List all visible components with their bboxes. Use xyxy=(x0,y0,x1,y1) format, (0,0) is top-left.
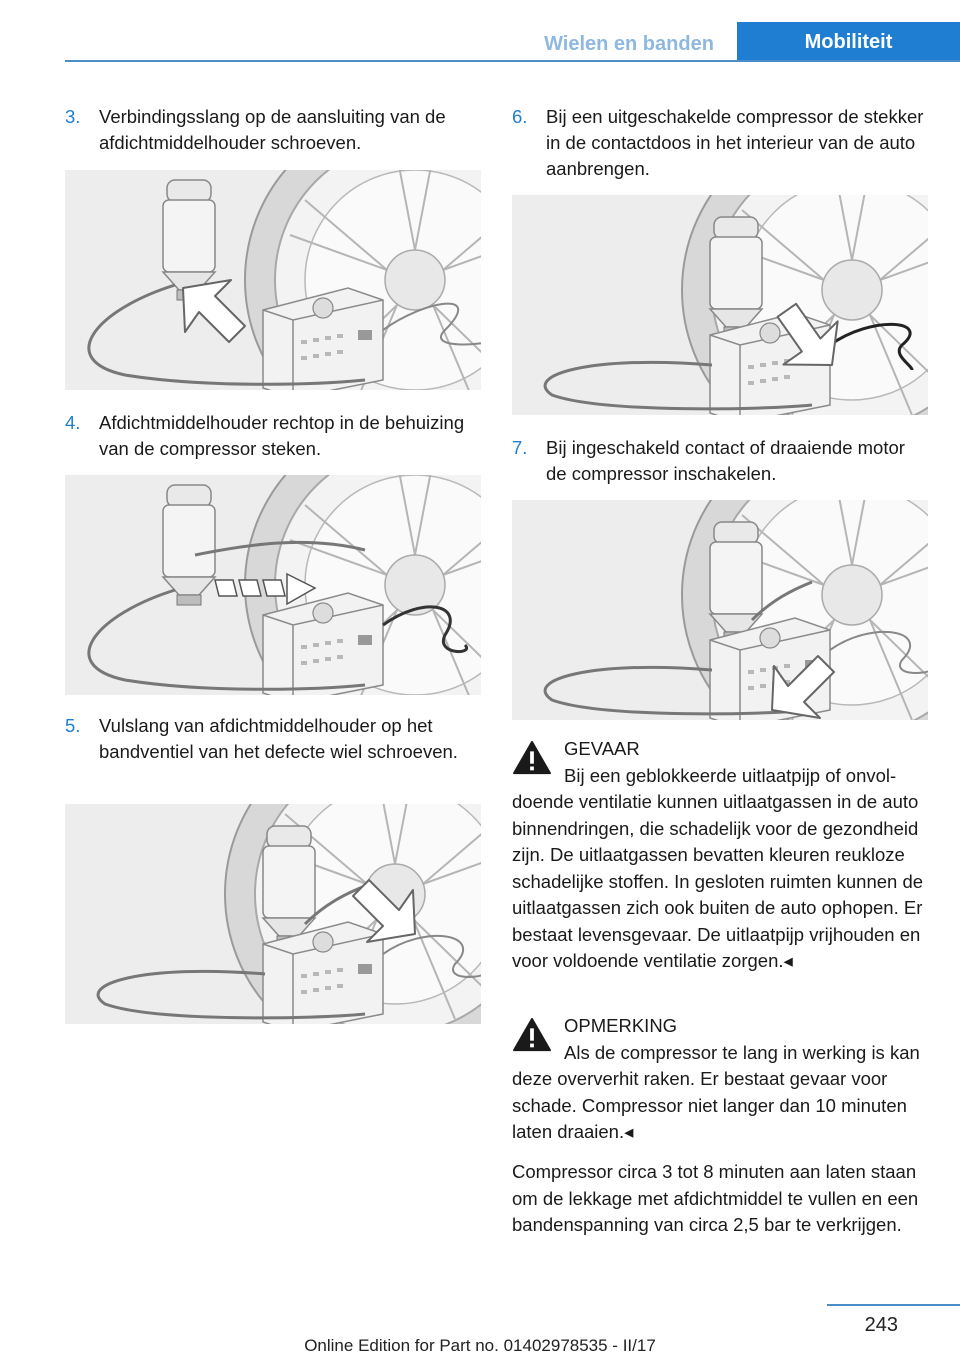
step-4 xyxy=(65,410,481,462)
warning-title: OPMERKING xyxy=(564,1015,678,1036)
footer-rule xyxy=(827,1304,960,1306)
header-chapter-tab[interactable]: Mobiliteit xyxy=(737,22,960,60)
page-number: 243 xyxy=(864,1314,898,1336)
warning-body: Bij een geblokkeerde uitlaatpijp of onvoldoende ventilatie kunnen uitlaatgassen in de auto binnendringen, die schadelijk voor de gezondheid zijn. De uitlaatgassen bevatten kleuren reukloze schadelijke stoffen. In gesloten ruimten kunnen de uitlaatgassen zich ook buiten de auto ophopen. Er bestaat levensgevaar. De uitlaatpijp vrijhouden en voor voldoende ventilatie zorgen.◂ xyxy=(512,764,924,971)
step-text: Bij ingeschakeld contact of draaiende motor de compressor inschakelen. xyxy=(546,437,905,484)
warning-triangle-icon xyxy=(512,1017,552,1053)
step-7 xyxy=(512,435,928,487)
compressor-switch-illustration xyxy=(512,500,928,720)
warning-body: Als de compressor te lang in werking is kan deze oververhit raken. Er bestaat gevaar voor schade. Compressor niet langer dan 10 minuten laten draaien.◂ xyxy=(512,1041,920,1142)
note-warning xyxy=(512,1013,928,1146)
edition-line: Online Edition for Part no. 01402978535 - II/17 xyxy=(304,1336,656,1355)
compressor-hose-connect-illustration xyxy=(65,170,481,390)
step-number: 5. xyxy=(65,715,81,736)
step-text: Vulslang van afdichtmiddelhouder op het bandventiel van het defecte wiel schroeven. xyxy=(99,715,458,762)
step-6 xyxy=(512,104,928,182)
step-text: Bij een uitgeschakelde compressor de stekker in de contactdoos in het interieur van de auto aanbrengen. xyxy=(546,106,924,179)
sealant-bottle-insert-illustration xyxy=(65,475,481,695)
danger-warning xyxy=(512,736,928,975)
step-text: Verbindingsslang op de aansluiting van de afdichtmiddelhouder schroeven. xyxy=(99,106,446,153)
valve-hose-attach-illustration xyxy=(65,804,481,1024)
step-number: 6. xyxy=(512,106,528,127)
warning-triangle-icon xyxy=(512,740,552,776)
header-rule xyxy=(65,60,960,62)
page-header xyxy=(0,0,960,62)
plug-socket-illustration xyxy=(512,195,928,415)
warning-title: GEVAAR xyxy=(564,738,640,759)
header-section-tab[interactable]: Wielen en banden xyxy=(544,33,714,55)
step-number: 7. xyxy=(512,437,528,458)
step-3 xyxy=(65,104,481,156)
step-5 xyxy=(65,713,481,765)
step-number: 4. xyxy=(65,412,81,433)
step-number: 3. xyxy=(65,106,81,127)
step-text: Afdichtmiddelhouder rechtop in de behuizing van de compressor steken. xyxy=(99,412,465,459)
closing-paragraph: Compressor circa 3 tot 8 minuten aan laten staan om de lekkage met afdichtmiddel te vullen en een bandenspanning van circa 2,5 bar te verkrijgen. xyxy=(512,1161,919,1235)
